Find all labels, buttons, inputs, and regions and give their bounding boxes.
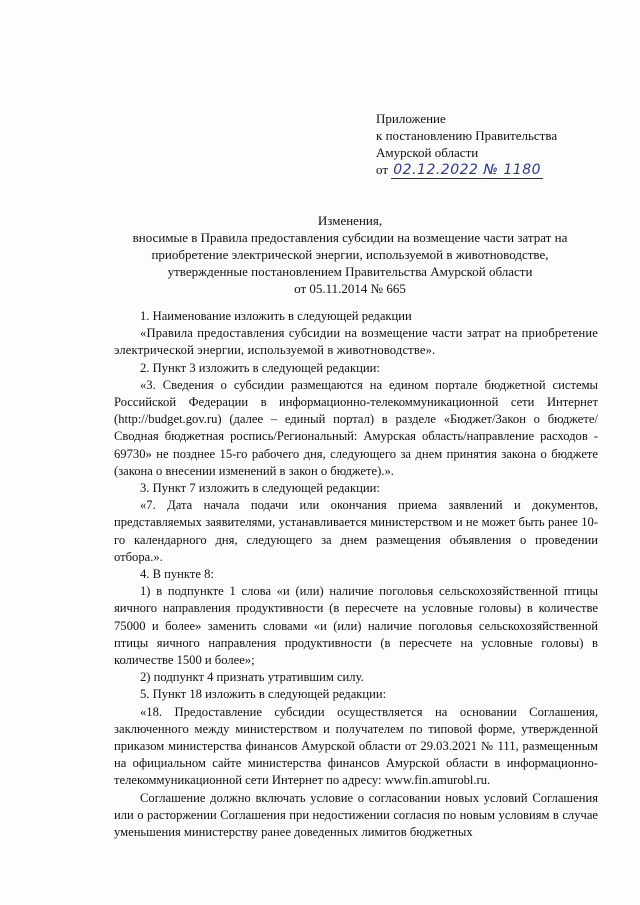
appendix-region: Амурской области	[376, 145, 479, 160]
title-heading: Изменения,	[317, 213, 383, 228]
paragraph: Соглашение должно включать условие о согласовании новых условий Соглашения или о расторжении Соглашения при недостижении согласия по новым условиям в случае уменьшения министерству ранее доведенных лимитов бюджетных	[114, 790, 598, 840]
paragraph: 4. В пункте 8:	[140, 567, 214, 582]
title-line-3: приобретение электрической энергии, используемой в животноводстве,	[151, 247, 549, 262]
appendix-block	[376, 110, 557, 179]
paragraph: 1. Наименование изложить в следующей редакции	[140, 309, 412, 323]
paragraph: 2. Пункт 3 изложить в следующей редакции:	[140, 360, 380, 375]
date-prefix: от	[376, 162, 389, 177]
appendix-title: Приложение	[376, 111, 446, 126]
paragraph: «7. Дата начала подачи или окончания приема заявлений и документов, представляемых заявителями, устанавливается министерством и не может быть ранее 10-го календарного дня, следующего за днем размещения объявления о проведении отбора.».	[114, 498, 598, 564]
paragraph: «18. Предоставление субсидии осуществляется на основании Соглашения, заключенного между министерством и получателем по типовой форме, утвержденной приказом министерства финансов Амурской области от 29.03.2021 № 111, размещенным на официальном сайте министерства финансов Амурской области в информационно-телекоммуникационной сети Интернет по адресу: www.fin.amurobl.ru.	[114, 704, 598, 788]
paragraph: 5. Пункт 18 изложить в следующей редакции:	[140, 687, 387, 702]
paragraph: 1) в подпункте 1 слова «и (или) наличие поголовья сельскохозяйственной птицы яичного направления продуктивности (в пересчете на условные головы) в количестве 75000 и более» заменить словами «и (или) наличие поголовья сельскохозяйственной птицы яичного направления продуктивности (в пересчете на условные головы) в количестве 1500 и более»;	[114, 584, 598, 668]
appendix-resolution-ref: к постановлению Правительства	[376, 128, 558, 143]
document-title	[100, 212, 600, 297]
document-body	[114, 308, 598, 841]
title-line-2: вносимые в Правила предоставления субсидии на возмещение части затрат на	[132, 230, 568, 245]
paragraph: «Правила предоставления субсидии на возмещение части затрат на приобретение электрической энергии, используемой в животноводстве».	[114, 326, 598, 358]
handwritten-date-number: 02.12.2022 № 1180	[393, 162, 542, 178]
paragraph: 2) подпункт 4 признать утратившим силу.	[140, 670, 364, 685]
paragraph: 3. Пункт 7 изложить в следующей редакции:	[140, 481, 380, 496]
title-line-5: от 05.11.2014 № 665	[294, 281, 406, 296]
title-line-4: утвержденные постановлением Правительства Амурской области	[167, 264, 533, 279]
appendix-date-line	[376, 161, 557, 179]
paragraph: «3. Сведения о субсидии размещаются на едином портале бюджетной системы Российской Федерации в информационно-телекоммуникационной сети Интернет (http://budget.gov.ru) (далее – единый портал) в разделе «Бюджет/Закон о бюджете/Сводная бюджетная роспись/Региональный: Амурская область/направление расходов - 69730» не позднее 15-го рабочего дня, следующего за днем принятия закона о бюджете (закона о внесении изменений в закон о бюджете).».	[114, 377, 598, 478]
